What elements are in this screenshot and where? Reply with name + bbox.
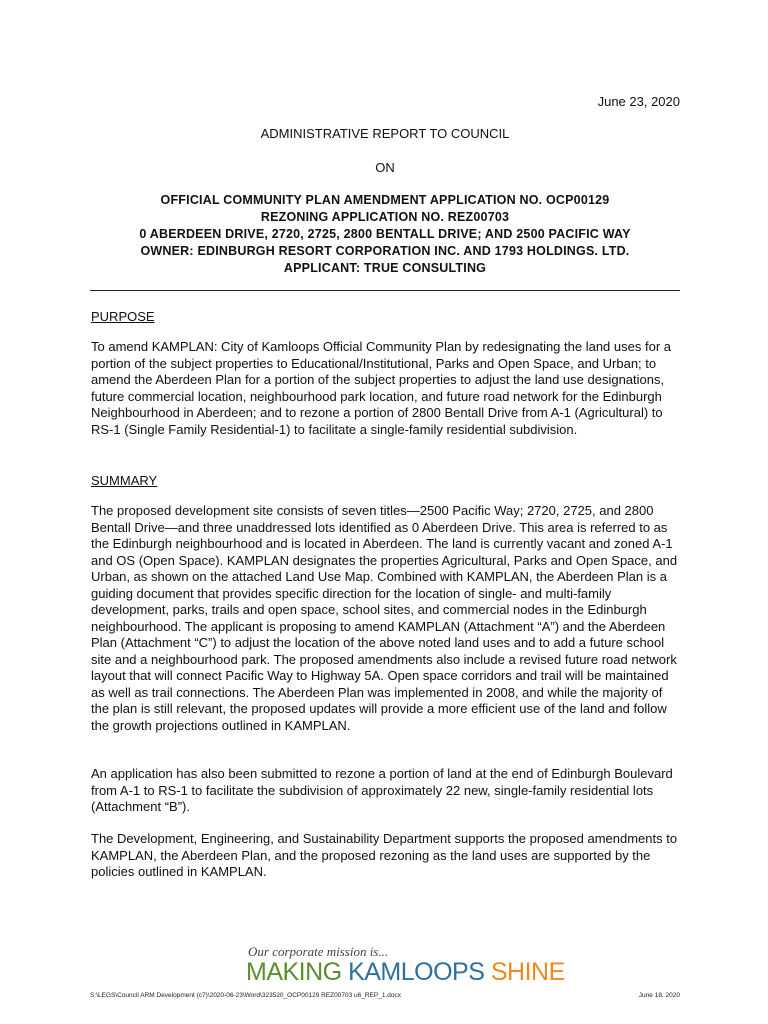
heading-rezoning-application: REZONING APPLICATION NO. REZ00703 [260,210,510,224]
header-divider [90,290,680,291]
footer-file-path: S:\LEGS\Council ARM Development (c7)\2020-06-23\Word\323520_OCP00129 REZ00703 u6_REP_1.docx [90,992,401,999]
city-logo [246,944,565,992]
purpose-paragraph: To amend KAMPLAN: City of Kamloops Official Community Plan by redesignating the land uses for a portion of the subject properties to Educational/Institutional, Parks and Open Space, and Urban; to amend the Aberdeen Plan for a portion of the subject properties to adjust the land use designations, future commercial location, neighbourhood park location, and future road network for the Edinburgh Neighbourhood in Aberdeen; and to rezone a portion of 2800 Bentall Drive from A-1 (Agricultural) to RS-1 (Single Family Residential-1) to facilitate a single-family residential subdivision. [91,339,671,437]
heading-owner: OWNER: EDINBURGH RESORT CORPORATION INC. AND 1793 HOLDINGS. LTD. [140,244,630,258]
heading-ocp-application: OFFICIAL COMMUNITY PLAN AMENDMENT APPLICATION NO. OCP00129 [160,193,610,207]
report-headings [90,192,680,277]
purpose-title: PURPOSE [91,309,155,324]
summary-paragraph: The Development, Engineering, and Sustainability Department supports the proposed amendments to KAMPLAN, the Aberdeen Plan, and the proposed rezoning as the land uses are supported by the policies outlined in KAMPLAN. [91,831,678,879]
logo-word-kamloops: KAMLOOPS [348,958,485,986]
heading-applicant: APPLICANT: TRUE CONSULTING [283,261,487,275]
heading-addresses: 0 ABERDEEN DRIVE, 2720, 2725, 2800 BENTALL DRIVE; AND 2500 PACIFIC WAY [139,227,631,241]
logo-word-shine: SHINE [490,958,565,986]
report-date: June 23, 2020 [597,94,680,109]
logo-wordmark [246,958,565,987]
on-label: ON [375,160,395,175]
logo-word-making: MAKING [246,958,342,986]
summary-paragraph: An application has also been submitted to rezone a portion of land at the end of Edinburgh Boulevard from A-1 to RS-1 to facilitate the subdivision of approximately 22 new, single-family residential lots (Attachment “B”). [91,766,673,814]
report-type: ADMINISTRATIVE REPORT TO COUNCIL [260,126,510,141]
summary-paragraph: The proposed development site consists of seven titles—2500 Pacific Way; 2720, 2725, and 2800 Bentall Drive—and three unaddressed lots identified as 0 Aberdeen Drive. This area is referred to as the Edinburgh neighbourhood and is located in Aberdeen. The land is currently vacant and zoned A-1 and OS (Open Space). KAMPLAN designates the properties Agricultural, Parks and Open Space, and Urban, as shown on the attached Land Use Map. Combined with KAMPLAN, the Aberdeen Plan is a guiding document that provides specific direction for the location of single- and multi-family development, parks, trails and open space, school sites, and commercial nodes in the Edinburgh neighbourhood. The applicant is proposing to amend KAMPLAN (Attachment “A”) and the Aberdeen Plan (Attachment “C”) to adjust the location of the above noted land uses and to add a future school site and a neighbourhood park. The proposed amendments also include a revised future road network layout that will connect Pacific Way to Highway 5A. Open space corridors and trail will be maintained as well as trail connections. The Aberdeen Plan was implemented in 2008, and while the majority of the plan is still relevant, the proposed updates will provide a more efficient use of the land and follow the growth projections outlined in KAMPLAN. [91,503,678,733]
logo-tagline: Our corporate mission is... [248,944,389,959]
summary-title: SUMMARY [91,473,158,488]
footer-date: June 18, 2020 [638,992,680,999]
